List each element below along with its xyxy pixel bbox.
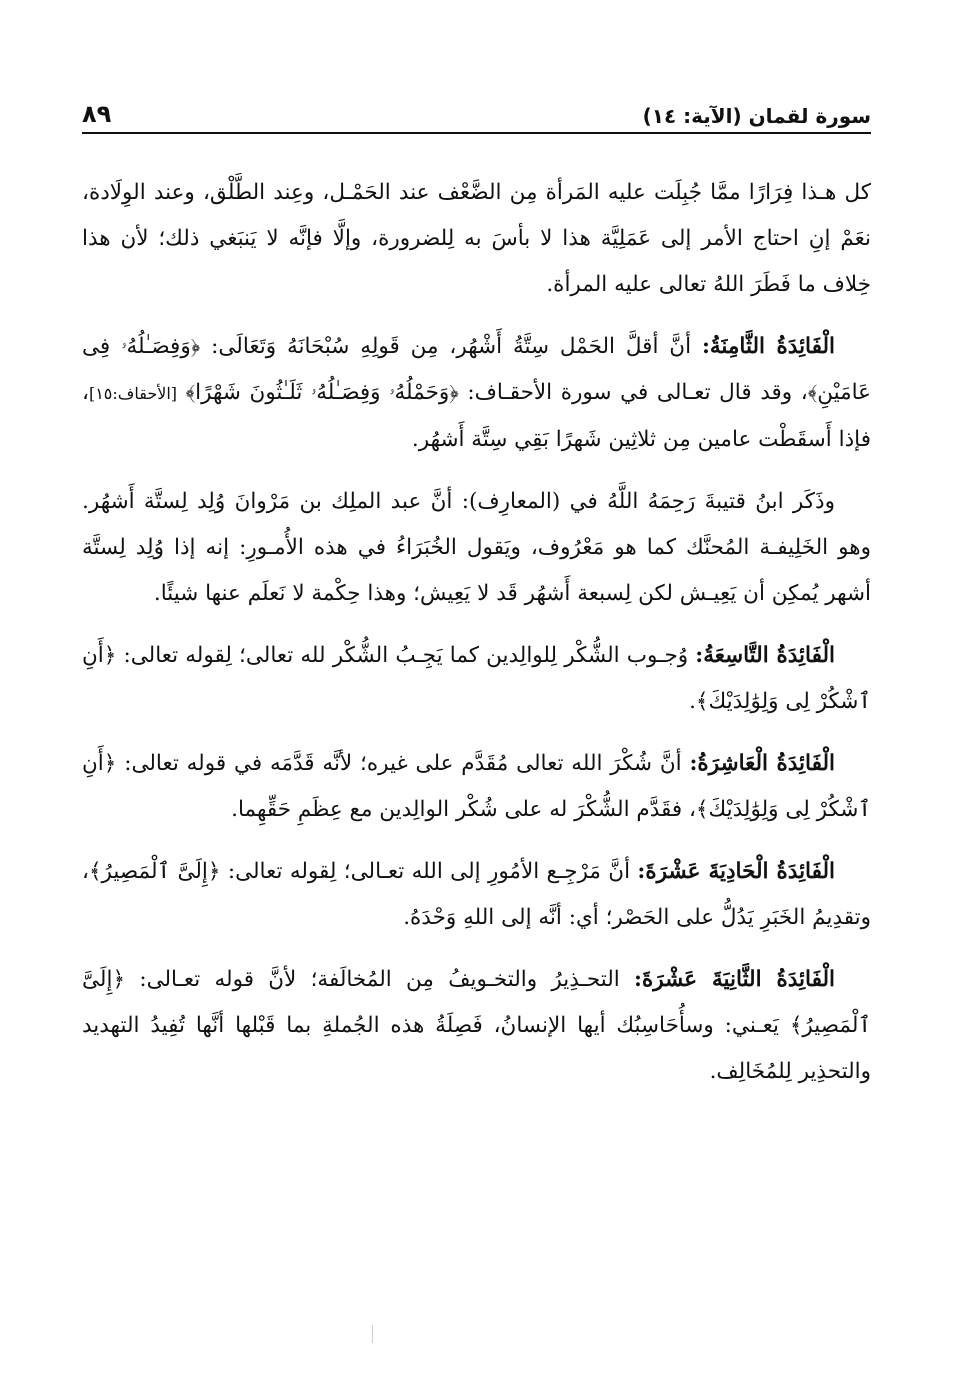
benefit-heading: الْفَائِدَةُ الْعَاشِرَةُ:	[689, 751, 835, 776]
paragraph-text: أنَّ شُكْرَ الله تعالى مُقَدَّم على غيره؛ لأنَّه قَدَّمَه في قوله تعالى: ﴿أَنِ ٱشْكُرْ لِى وَلِوَٰلِدَيْكَ﴾، فقَدَّم الشُّكْرَ له على شُكْر الوالِدين مع عِظَمِ حَقِّهِما.	[82, 751, 871, 822]
page-header	[82, 88, 871, 134]
benefit-tenth	[82, 741, 871, 833]
page-number: ٨٩	[82, 100, 112, 128]
benefit-eleventh	[82, 849, 871, 941]
paragraph-text: أنَّ مَرْجِـع الأمُورِ إلى الله تعـالى؛ لِقوله تعالى: ﴿إِلَىَّ ٱلْمَصِيرُ﴾، وتقدِيمُ الخَبَرِ يَدُلُّ على الحَصْر؛ أي: أنَّه إلى اللهِ وَحْدَهُ.	[82, 859, 871, 930]
benefit-heading: الْفَائِدَةُ الْحَادِيَةَ عَشْرَةَ:	[637, 859, 835, 884]
page-body	[82, 170, 871, 1111]
paragraph-text: أنَّ أقلَّ الحَمْل سِتَّةُ أَشْهُر، مِن قَولِهِ سُبْحَانَهُ وَتَعَالَى: ﴿وَفِصَـٰلُهُۥ فِى عَامَيْنِ﴾، وقد قال تعـالى في سورة الأحقـاف: ﴿وَحَمْلُهُۥ وَفِصَـٰلُهُۥ ثَلَـٰثُونَ شَهْرًا﴾	[82, 334, 871, 405]
benefit-heading: الْفَائِدَةُ الثَّامِنَةُ:	[701, 334, 835, 359]
benefit-twelfth	[82, 957, 871, 1095]
paragraph-text: كل هـذا فِرَارًا ممَّا جُبِلَت عليه المَرأة مِن الضَّعْف عند الحَمْـل، وعِند الطَّلْق، وعند الوِلَادة، نعَمْ إنِ احتاج الأمر إلى عَمَلِيَّة هذا لا بأسَ به لِلضرورة، وإلَّا فإنَّه لا يَنبَغي ذلك؛ لأن هذا خِلاف ما فَطَرَ اللهُ تعالى عليه المرأة.	[82, 180, 871, 297]
verse-reference: [الأحقاف:١٥]	[88, 384, 178, 403]
paragraph-text-tail: ، فإذا أَسقَطْت عامين مِن ثلاثِين شَهرًا بَقِي سِتَّة أَشهُر.	[82, 380, 871, 452]
scan-mark	[372, 1325, 373, 1343]
benefit-eighth	[82, 324, 871, 463]
paragraph-text: وُجـوب الشُّكْر لِلوالِدين كما يَجِـبُ الشُّكْر لله تعالى؛ لِقوله تعالى: ﴿أَنِ ٱشْكُرْ لِى وَلِوَٰلِدَيْكَ﴾.	[82, 643, 871, 714]
running-title: سورة لقمان (الآية: ١٤)	[642, 104, 871, 128]
paragraph-text: التحـذِيرُ والتخـويفُ مِن المُخالَفة؛ لأنَّ قوله تعـالى: ﴿إِلَىَّ ٱلْمَصِيرُ﴾ يَعـني: وسأُحَاسِبُك أيها الإنسانُ، فَصِلَةُ هذه الجُملةِ بما قَبْلها أنَّها تُفِيدُ التهديد والتحذِير لِلمُخَالِف.	[82, 967, 871, 1084]
benefit-ninth	[82, 633, 871, 725]
paragraph-continuation	[82, 170, 871, 308]
benefit-heading: الْفَائِدَةُ التَّاسِعَةُ:	[695, 643, 835, 668]
paragraph-ibn-qutaybah	[82, 479, 871, 617]
benefit-heading: الْفَائِدَةُ الثَّانِيَةَ عَشْرَةَ:	[634, 967, 835, 992]
paragraph-text: وذَكَر ابنُ قتيبةَ رَحِمَهُ اللَّهُ في (المعارِف): أنَّ عبد الملِك بن مَرْوانَ وُلِد لِستَّة أَشهُر. وهو الخَلِيفـة المُحنَّك كما هو مَعْرُوف، ويَقول الخُبَرَاءُ في هذه الأُمـورِ: إنه إذا وُلِد لِستَّة أشهر يُمكِن أن يَعِيـش لكن لِسبعة أَشهُر قَد لا يَعِيش؛ وهذا حِكْمة لا نَعلَم عنها شيئًا.	[82, 489, 871, 606]
